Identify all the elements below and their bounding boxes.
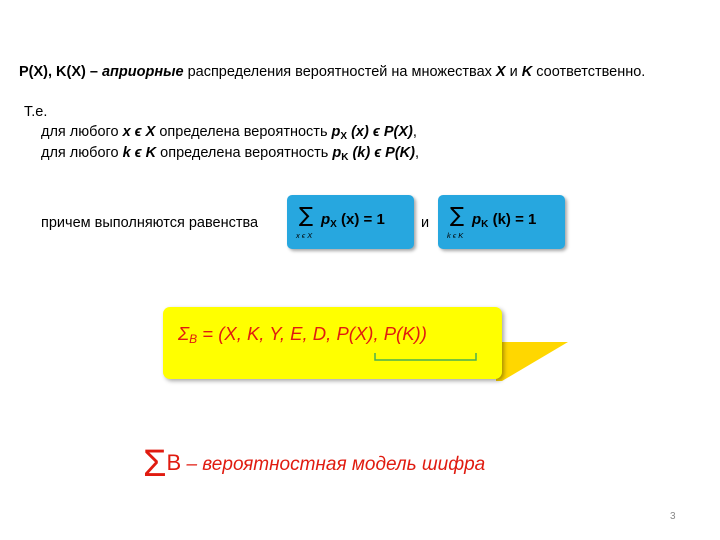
page-number: 3 [670, 511, 676, 522]
caption-sub: B [166, 450, 182, 475]
sum-pk-sigma: ∑ [450, 203, 465, 227]
caption-rest: – вероятностная модель шифра [181, 454, 486, 475]
def2-prefix: для любого [41, 145, 123, 161]
pxkx-text: P(X), K(X) – [19, 64, 98, 80]
equalities-and: и [421, 215, 430, 231]
set-x: X [495, 64, 506, 80]
def1-sub: X [340, 131, 348, 142]
equalities-prefix: причем выполняются равенства [41, 215, 259, 231]
apriori-word: априорные [101, 64, 184, 80]
def1-mid: определена вероятность [155, 124, 332, 140]
model-rest: = (X, K, Y, E, D, P(X), P(K)) [197, 323, 427, 344]
model-box [163, 307, 502, 379]
bracket-line [375, 353, 476, 360]
sum-pk-rest: (k) = 1 [488, 211, 537, 228]
def2-cond: k ϵ K [122, 145, 157, 161]
sum-pk-p: p [472, 211, 482, 228]
sum-px-p: p [321, 211, 331, 228]
set-k: K [521, 64, 533, 80]
def1-p: p [331, 124, 341, 140]
te-label: Т.е. [24, 104, 48, 120]
def1-cond: x ϵ X [122, 124, 156, 140]
def1-tail: , [412, 124, 417, 140]
probability-bracket [163, 307, 502, 379]
sum-pk-under: k ϵ K [447, 231, 464, 240]
def2-arg: (k) ϵ P(K) [348, 145, 415, 161]
model-sub: B [189, 332, 198, 346]
sum-px-rest: (x) = 1 [336, 211, 385, 228]
sum-px-under: x ϵ X [296, 231, 313, 240]
line1-and: и [505, 64, 522, 80]
sum-px-sigma: ∑ [299, 203, 314, 227]
def1-arg: (x) ϵ P(X) [347, 124, 413, 140]
caption-sigma: Σ [143, 443, 167, 485]
sum-px-sub: X [330, 219, 337, 230]
def2-sub: K [341, 152, 349, 163]
line1-end: соответственно. [532, 64, 646, 80]
def2-p: p [332, 145, 342, 161]
def1-prefix: для любого [41, 124, 123, 140]
model-sigma: Σ [178, 323, 190, 344]
model-caption [143, 443, 485, 486]
line1-mid: распределения вероятностей на множествах [183, 64, 496, 80]
def2-tail: , [414, 145, 420, 161]
sum-pk-sub: K [481, 219, 489, 230]
def2-mid: определена вероятность [156, 145, 333, 161]
arrow-tail-shape [496, 342, 568, 381]
